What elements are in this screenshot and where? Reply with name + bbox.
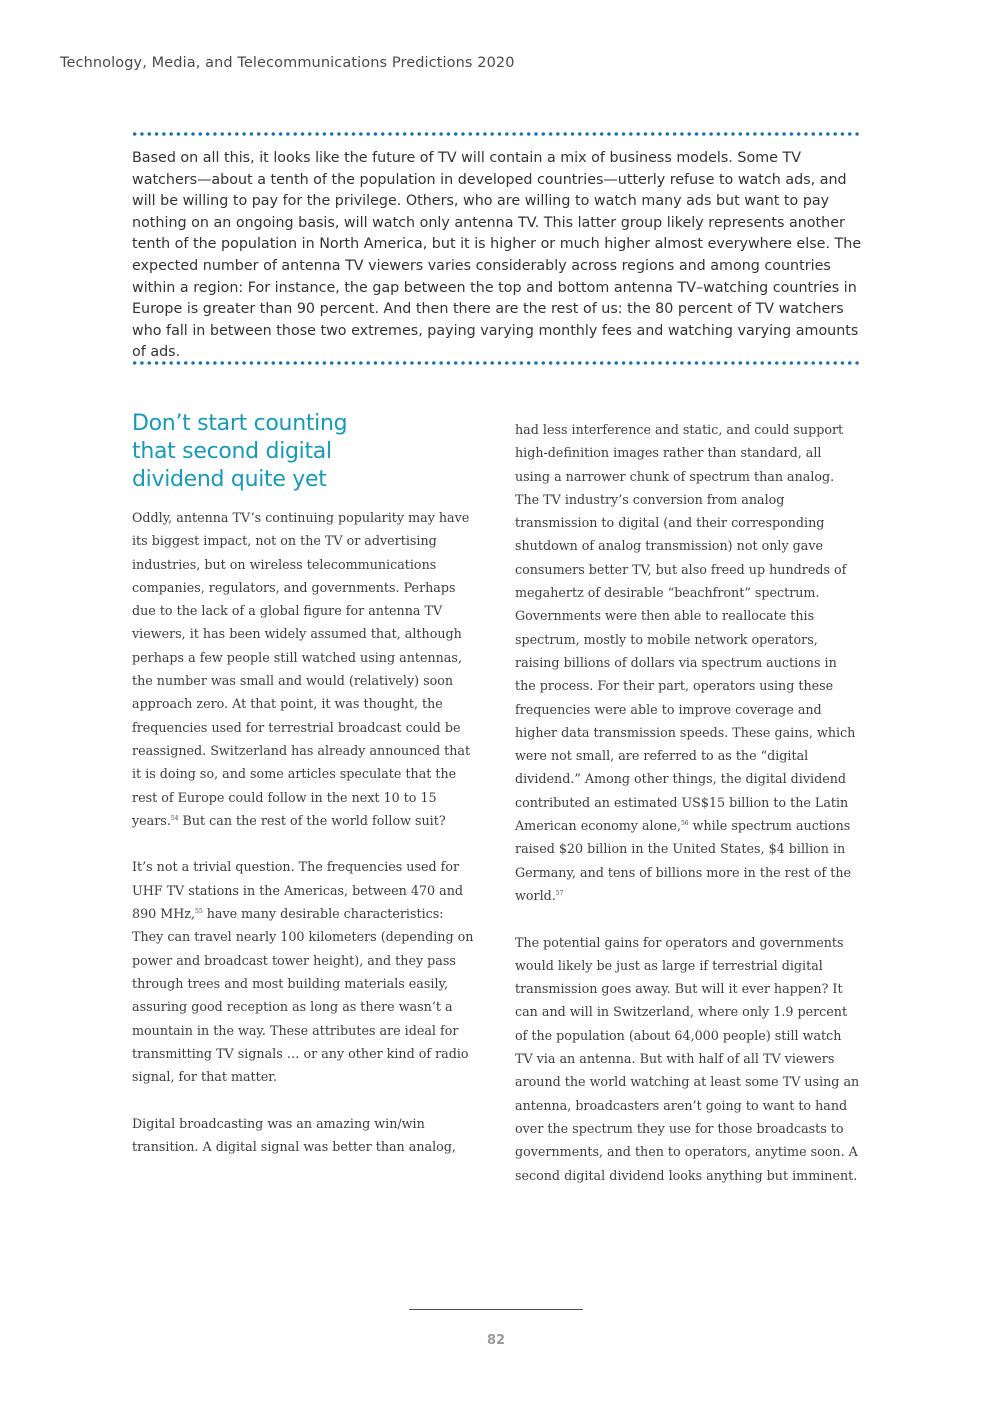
left-paragraph-1-tail: But can the rest of the world follow suit? bbox=[178, 812, 446, 828]
footnote-54: 54 bbox=[170, 814, 179, 822]
section-heading: Don’t start counting that second digital dividend quite yet bbox=[132, 411, 348, 492]
footnote-55: 55 bbox=[195, 907, 203, 915]
left-paragraph-2-tail: have many desirable characteristics: They can travel nearly 100 kilometers (depending on power and broadcast tower height), and they pass through trees and most building materials easily, assuring good reception as long as there wasn’t a mountain in the way. These attributes are ideal for transmitting TV signals … or any other kind of radio signal, for that matter. bbox=[132, 906, 474, 1085]
footnote-57: 57 bbox=[555, 889, 564, 897]
right-paragraph-2: The potential gains for operators and governments would likely be just as large if terrestrial digital transmission goes away. But will it ever happen? It can and will in Switzerland, where only 1.9 percent of the population (about 64,000 people) still watch TV via an antenna. But with half of all TV viewers around the world watching at least some TV using an antenna, broadcasters aren’t going to want to hand over the spectrum they use for those broadcasts to governments, and then to operators, anytime soon. A second digital dividend looks anything but imminent. bbox=[515, 934, 860, 1183]
left-paragraph-1 bbox=[132, 506, 477, 832]
left-paragraph-2 bbox=[132, 855, 477, 1088]
callout-text: Based on all this, it looks like the future of TV will contain a mix of business models. Some TV watchers—about a tenth of the population in developed countries—utterly refuse to watch ads, and will be willing to pay for the privilege. Others, who are willing to watch many ads but want to pay nothing on an ongoing basis, will watch only antenna TV. This latter group likely represents another tenth of the population in North America, but it is higher or much higher almost everywhere else. The expected number of antenna TV viewers varies considerably across regions and among countries within a region: For instance, the gap between the top and bottom antenna TV–watching countries in Europe is greater than 90 percent. And then there are the rest of us: the 80 percent of TV watchers who fall in between those two extremes, paying varying monthly fees and watching varying amounts of ads. bbox=[132, 150, 862, 361]
dotted-divider-top bbox=[131, 131, 861, 137]
page-number: 82 bbox=[486, 1333, 506, 1348]
footer-rule bbox=[409, 1309, 583, 1310]
right-paragraph-1 bbox=[515, 418, 860, 907]
left-paragraph-3: Digital broadcasting was an amazing win/win transition. A digital signal was better than analog, bbox=[132, 1115, 456, 1155]
right-paragraph-1-text: had less interference and static, and could support high-definition images rather than standard, all using a narrower chunk of spectrum than analog. The TV industry’s conversion from analog transmission to digital (and their corresponding shutdown of analog transmission) not only gave consumers better TV, but also freed up hundreds of megahertz of desirable “beachfront” spectrum. Governments were then able to reallocate this spectrum, mostly to mobile network operators, raising billions of dollars via spectrum auctions in the process. For their part, operators using these frequencies were able to improve coverage and higher data transmission speeds. These gains, which were not small, are referred to as the “digital dividend.” Among other things, the digital dividend contributed an estimated US$15 billion to the Latin American economy alone, bbox=[515, 422, 856, 834]
left-paragraph-2-text: It’s not a trivial question. The frequencies used for UHF TV stations in the Americas, between 470 and 890 MHz, bbox=[132, 859, 463, 922]
right-column bbox=[515, 418, 860, 1210]
dotted-divider-bottom bbox=[131, 360, 861, 366]
footnote-56: 56 bbox=[680, 819, 689, 827]
running-header-title: Technology, Media, and Telecommunications Predictions 2020 bbox=[60, 55, 515, 71]
right-paragraph-1-tail: while spectrum auctions raised $20 billion in the United States, $4 billion in Germany, and tens of billions more in the rest of the world. bbox=[515, 818, 852, 903]
left-column bbox=[132, 410, 477, 1182]
callout-box bbox=[132, 148, 862, 364]
left-paragraph-1-text: Oddly, antenna TV’s continuing popularity may have its biggest impact, not on the TV or advertising industries, but on wireless telecommunications companies, regulators, and governments. Perhaps due to the lack of a global figure for antenna TV viewers, it has been widely assumed that, although perhaps a few people still watched using antennas, the number was small and would (relatively) soon approach zero. At that point, it was thought, the frequencies used for terrestrial broadcast could be reassigned. Switzerland has already announced that it is doing so, and some articles speculate that the rest of Europe could follow in the next 10 to 15 years. bbox=[132, 510, 471, 828]
